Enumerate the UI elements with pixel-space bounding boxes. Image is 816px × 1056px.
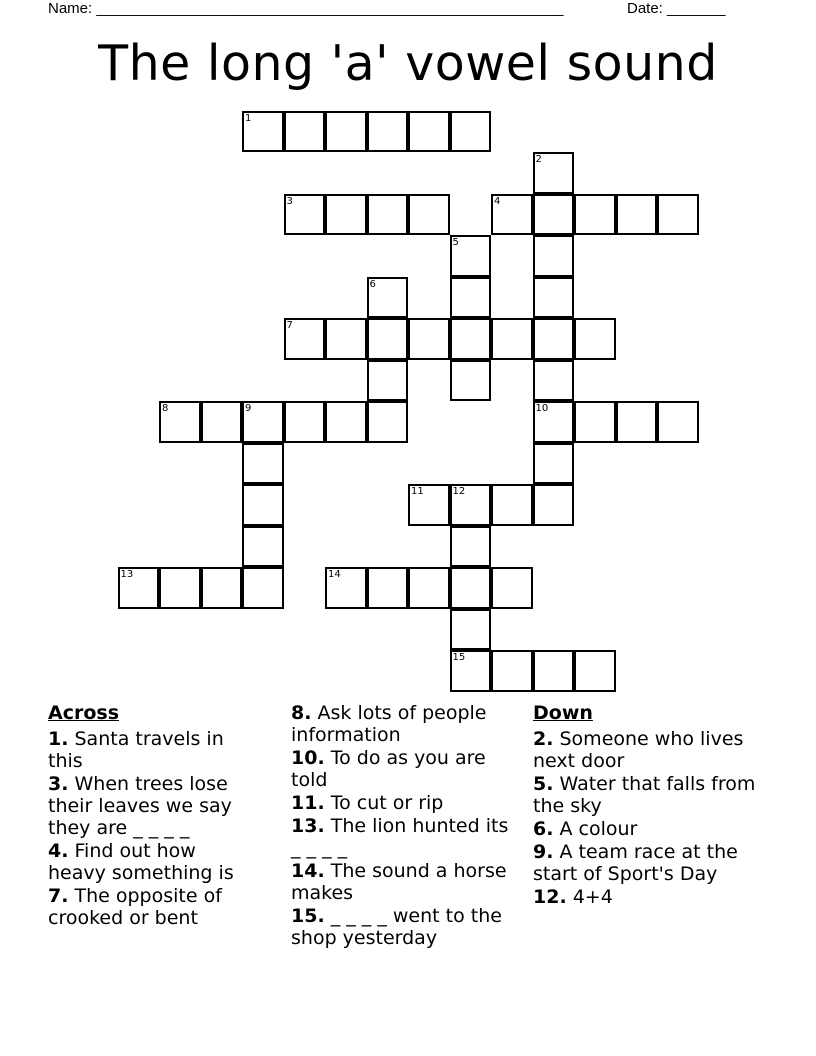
clue-text: Someone who lives next door [533, 728, 744, 772]
grid-cell[interactable] [325, 567, 367, 609]
grid-cell[interactable] [367, 401, 409, 443]
clue-num: 7. [48, 885, 69, 907]
clue-num: 9. [533, 841, 554, 863]
grid-cell[interactable] [574, 650, 616, 692]
grid-cell[interactable] [408, 318, 450, 360]
grid-cell[interactable] [284, 401, 326, 443]
grid-cell[interactable] [408, 567, 450, 609]
grid-cell[interactable] [657, 194, 699, 236]
clues-column-1 [48, 702, 253, 930]
grid-cell[interactable] [367, 318, 409, 360]
grid-cell[interactable] [284, 194, 326, 236]
clue-number: 12 [452, 486, 466, 497]
grid-cell[interactable] [201, 567, 243, 609]
across-clue [291, 747, 519, 791]
grid-cell[interactable] [159, 567, 201, 609]
grid-cell[interactable] [284, 318, 326, 360]
grid-cell[interactable] [657, 401, 699, 443]
clue-number: 14 [328, 569, 341, 580]
across-clue [291, 905, 519, 949]
clue-text: The lion hunted its _ _ _ _ [291, 815, 509, 859]
grid-cell[interactable] [450, 235, 492, 277]
grid-cell[interactable] [533, 484, 575, 526]
across-clue [48, 840, 253, 884]
clue-number: 9 [245, 403, 252, 414]
clue-number: 3 [286, 195, 293, 207]
grid-cell[interactable] [242, 111, 284, 153]
page-title: The long 'a' vowel sound [98, 35, 718, 92]
grid-cell[interactable] [367, 111, 409, 153]
grid-cell[interactable] [367, 567, 409, 609]
grid-cell[interactable] [242, 443, 284, 485]
name-field-line: Name: ________________________________________________________ [48, 0, 564, 17]
grid-cell[interactable] [616, 401, 658, 443]
grid-cell[interactable] [242, 567, 284, 609]
clue-num: 12. [533, 886, 567, 908]
clue-num: 5. [533, 773, 554, 795]
clue-text: A colour [559, 818, 638, 840]
down-clue [533, 818, 773, 840]
clue-num: 11. [291, 792, 325, 814]
clue-num: 14. [291, 860, 325, 882]
clue-num: 6. [533, 818, 554, 840]
grid-cell[interactable] [450, 111, 492, 153]
clue-number: 7 [286, 320, 293, 331]
across-clue [48, 773, 253, 839]
clue-number: 4 [494, 195, 501, 207]
grid-cell[interactable] [242, 526, 284, 568]
clue-number: 11 [411, 486, 424, 497]
clues-column-3 [533, 702, 773, 909]
clue-text: Find out how heavy something is [48, 840, 234, 884]
grid-cell[interactable] [367, 277, 409, 319]
down-clue [533, 886, 773, 908]
clue-num: 4. [48, 840, 69, 862]
clue-num: 8. [291, 702, 312, 724]
clue-text: To do as you are told [291, 747, 486, 791]
clue-num: 2. [533, 728, 554, 750]
clue-num: 15. [291, 905, 325, 927]
grid-cell[interactable] [201, 401, 243, 443]
grid-cell[interactable] [242, 401, 284, 443]
grid-cell[interactable] [450, 484, 492, 526]
grid-cell[interactable] [450, 609, 492, 651]
clue-text: Water that falls from the sky [533, 773, 756, 817]
grid-cell[interactable] [408, 194, 450, 236]
grid-cell[interactable] [491, 194, 533, 236]
grid-cell[interactable] [450, 318, 492, 360]
across-clue [291, 815, 519, 859]
grid-cell[interactable] [325, 194, 367, 236]
clue-number: 13 [120, 569, 134, 580]
clue-number: 2 [535, 154, 542, 165]
grid-cell[interactable] [325, 318, 367, 360]
grid-cell[interactable] [533, 443, 575, 485]
grid-cell[interactable] [450, 277, 492, 319]
grid-cell[interactable] [533, 194, 575, 236]
grid-cell[interactable] [616, 194, 658, 236]
across-clue [48, 728, 253, 772]
clue-num: 3. [48, 773, 69, 795]
down-clue [533, 841, 773, 885]
grid-cell[interactable] [408, 484, 450, 526]
down-clue [533, 773, 773, 817]
clue-text: The opposite of crooked or bent [48, 885, 222, 929]
grid-cell[interactable] [533, 360, 575, 402]
grid-cell[interactable] [533, 650, 575, 692]
clue-num: 10. [291, 747, 325, 769]
grid-cell[interactable] [533, 401, 575, 443]
grid-cell[interactable] [242, 484, 284, 526]
grid-cell[interactable] [491, 567, 533, 609]
grid-cell[interactable] [450, 567, 492, 609]
grid-cell[interactable] [450, 360, 492, 402]
clue-text: Ask lots of people information [291, 702, 487, 746]
grid-cell[interactable] [450, 526, 492, 568]
clue-number: 1 [245, 112, 252, 124]
clue-num: 13. [291, 815, 325, 837]
grid-cell[interactable] [325, 401, 367, 443]
grid-cell[interactable] [118, 567, 160, 609]
clue-text: To cut or rip [330, 792, 444, 814]
clue-number: 5 [452, 237, 459, 248]
grid-cell[interactable] [491, 484, 533, 526]
across-clue [291, 702, 519, 746]
grid-cell[interactable] [533, 235, 575, 277]
down-heading: Down [533, 702, 593, 724]
grid-cell[interactable] [408, 111, 450, 153]
down-clue [533, 728, 773, 772]
clue-text: _ _ _ _ went to the shop yesterday [291, 905, 502, 949]
grid-cell[interactable] [574, 318, 616, 360]
grid-cell[interactable] [284, 111, 326, 153]
across-clue [291, 860, 519, 904]
grid-cell[interactable] [533, 318, 575, 360]
clue-text: A team race at the start of Sport's Day [533, 841, 738, 885]
grid-cell[interactable] [574, 194, 616, 236]
clues-column-2 [291, 702, 519, 950]
across-clue [48, 885, 253, 929]
clue-number: 6 [369, 278, 376, 290]
clue-text: Santa travels in this [48, 728, 224, 772]
grid-cell[interactable] [491, 318, 533, 360]
clue-number: 8 [162, 403, 169, 414]
grid-cell[interactable] [325, 111, 367, 153]
grid-cell[interactable] [159, 401, 201, 443]
grid-cell[interactable] [367, 194, 409, 236]
across-heading: Across [48, 702, 120, 724]
grid-cell[interactable] [367, 360, 409, 402]
date-field-line: Date: _______ [627, 0, 726, 17]
clue-num: 1. [48, 728, 69, 750]
clue-text: The sound a horse makes [291, 860, 507, 904]
grid-cell[interactable] [574, 401, 616, 443]
clue-text: When trees lose their leaves we say they are _ _ _ _ [48, 773, 232, 839]
grid-cell[interactable] [491, 650, 533, 692]
across-clue [291, 792, 519, 814]
grid-cell[interactable] [533, 152, 575, 194]
clue-number: 10 [535, 403, 549, 414]
grid-cell[interactable] [450, 650, 492, 692]
clue-number: 15 [452, 652, 466, 663]
grid-cell[interactable] [533, 277, 575, 319]
clue-text: 4+4 [572, 886, 613, 908]
